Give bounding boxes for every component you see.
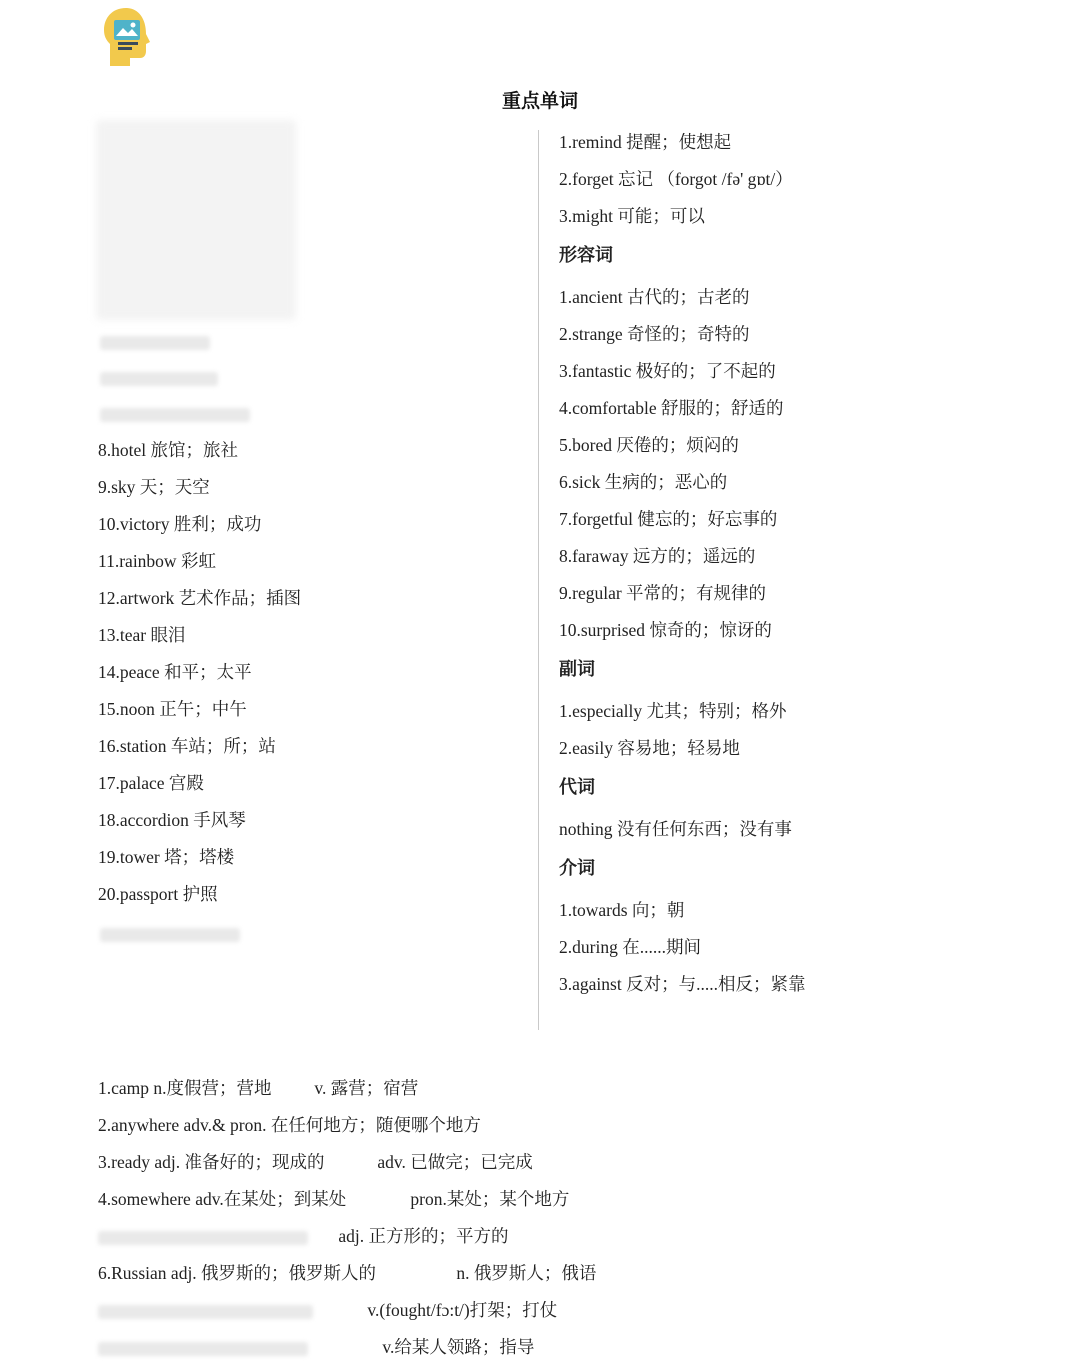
word-item: 9.sky 天；天空 [98, 477, 210, 497]
obscured-line [100, 408, 250, 422]
prep-item: 1.towards 向；朝 [559, 900, 685, 920]
bottom-line-part-b: v.(fought/fɔ:t/)打架；打仗 [367, 1300, 558, 1320]
bottom-line-part-b: pron.某处；某个地方 [410, 1189, 570, 1209]
section-heading-adjectives: 形容词 [559, 245, 613, 266]
bottom-line [98, 1292, 596, 1329]
word-item: 11.rainbow 彩虹 [98, 551, 216, 571]
adj-item: 4.comfortable 舒服的；舒适的 [559, 398, 784, 418]
obscured-line [100, 372, 218, 386]
bottom-line-part-b: v. 露营；宿营 [314, 1078, 419, 1098]
page-title: 重点单词 [501, 90, 578, 112]
bottom-line [98, 1329, 596, 1366]
bottom-line-part-b: v.给某人领路；指导 [382, 1337, 535, 1357]
logo-icon [100, 6, 152, 68]
adj-item: 6.sick 生病的；恶心的 [559, 472, 728, 492]
word-item: 8.hotel 旅馆；旅社 [98, 440, 238, 460]
section-heading-adverbs: 副词 [559, 659, 595, 680]
verb-item: 2.forget 忘记 （forgot /fə' gɒt/） [559, 169, 793, 189]
word-item: 18.accordion 手风琴 [98, 810, 246, 830]
section-heading-pronouns: 代词 [559, 777, 595, 798]
bottom-line [98, 1218, 596, 1255]
bottom-line-part-a: 1.camp n.度假营；营地 [98, 1078, 272, 1098]
adj-item: 5.bored 厌倦的；烦闷的 [559, 435, 739, 455]
obscured-line [98, 1231, 308, 1245]
bottom-line-part-a: 4.somewhere adv.在某处；到某处 [98, 1189, 347, 1209]
adv-item: 2.easily 容易地；轻易地 [559, 738, 740, 758]
section-heading-prepositions: 介词 [559, 858, 595, 879]
adj-item: 1.ancient 古代的；古老的 [559, 287, 750, 307]
bottom-line-part-a: 6.Russian adj. 俄罗斯的；俄罗斯人的 [98, 1263, 377, 1283]
adj-item: 10.surprised 惊奇的；惊讶的 [559, 620, 772, 640]
bottom-line [98, 1107, 596, 1144]
column-divider [538, 130, 539, 1030]
adj-item: 3.fantastic 极好的；了不起的 [559, 361, 776, 381]
pron-item: nothing 没有任何东西；没有事 [559, 819, 792, 839]
bottom-line [98, 1181, 596, 1218]
obscured-line [100, 336, 210, 350]
word-item: 16.station 车站；所；站 [98, 736, 276, 756]
obscured-region [96, 120, 296, 320]
obscured-line [98, 1342, 308, 1356]
bottom-word-list [98, 1070, 596, 1366]
bottom-line-part-b: adj. 正方形的；平方的 [338, 1226, 509, 1246]
adj-item: 9.regular 平常的；有规律的 [559, 583, 767, 603]
word-item: 20.passport 护照 [98, 884, 218, 904]
word-item: 14.peace 和平；太平 [98, 662, 252, 682]
bottom-line-part-a: 3.ready adj. 准备好的；现成的 [98, 1152, 325, 1172]
word-item: 10.victory 胜利；成功 [98, 514, 262, 534]
word-item: 13.tear 眼泪 [98, 625, 186, 645]
bottom-line-part-b: n. 俄罗斯人；俄语 [456, 1263, 597, 1283]
adv-item: 1.especially 尤其；特别；格外 [559, 701, 787, 721]
right-column [559, 124, 805, 1003]
bottom-line-part-a: 2.anywhere adv.& pron. 在任何地方；随便哪个地方 [98, 1115, 481, 1135]
bottom-line [98, 1144, 596, 1181]
bottom-line [98, 1070, 596, 1107]
prep-item: 2.during 在......期间 [559, 937, 701, 957]
left-column [98, 432, 301, 913]
verb-item: 3.might 可能；可以 [559, 206, 705, 226]
adj-item: 7.forgetful 健忘的；好忘事的 [559, 509, 778, 529]
adj-item: 2.strange 奇怪的；奇特的 [559, 324, 750, 344]
verb-item: 1.remind 提醒；使想起 [559, 132, 732, 152]
word-item: 17.palace 宫殿 [98, 773, 204, 793]
word-item: 15.noon 正午；中午 [98, 699, 247, 719]
word-item: 19.tower 塔；塔楼 [98, 847, 235, 867]
word-item: 12.artwork 艺术作品；插图 [98, 588, 302, 608]
adj-item: 8.faraway 远方的；遥远的 [559, 546, 756, 566]
bottom-line [98, 1255, 596, 1292]
bottom-line-part-b: adv. 已做完；已完成 [377, 1152, 533, 1172]
obscured-line [98, 1305, 313, 1319]
obscured-line [100, 928, 240, 942]
prep-item: 3.against 反对；与.....相反；紧靠 [559, 974, 806, 994]
